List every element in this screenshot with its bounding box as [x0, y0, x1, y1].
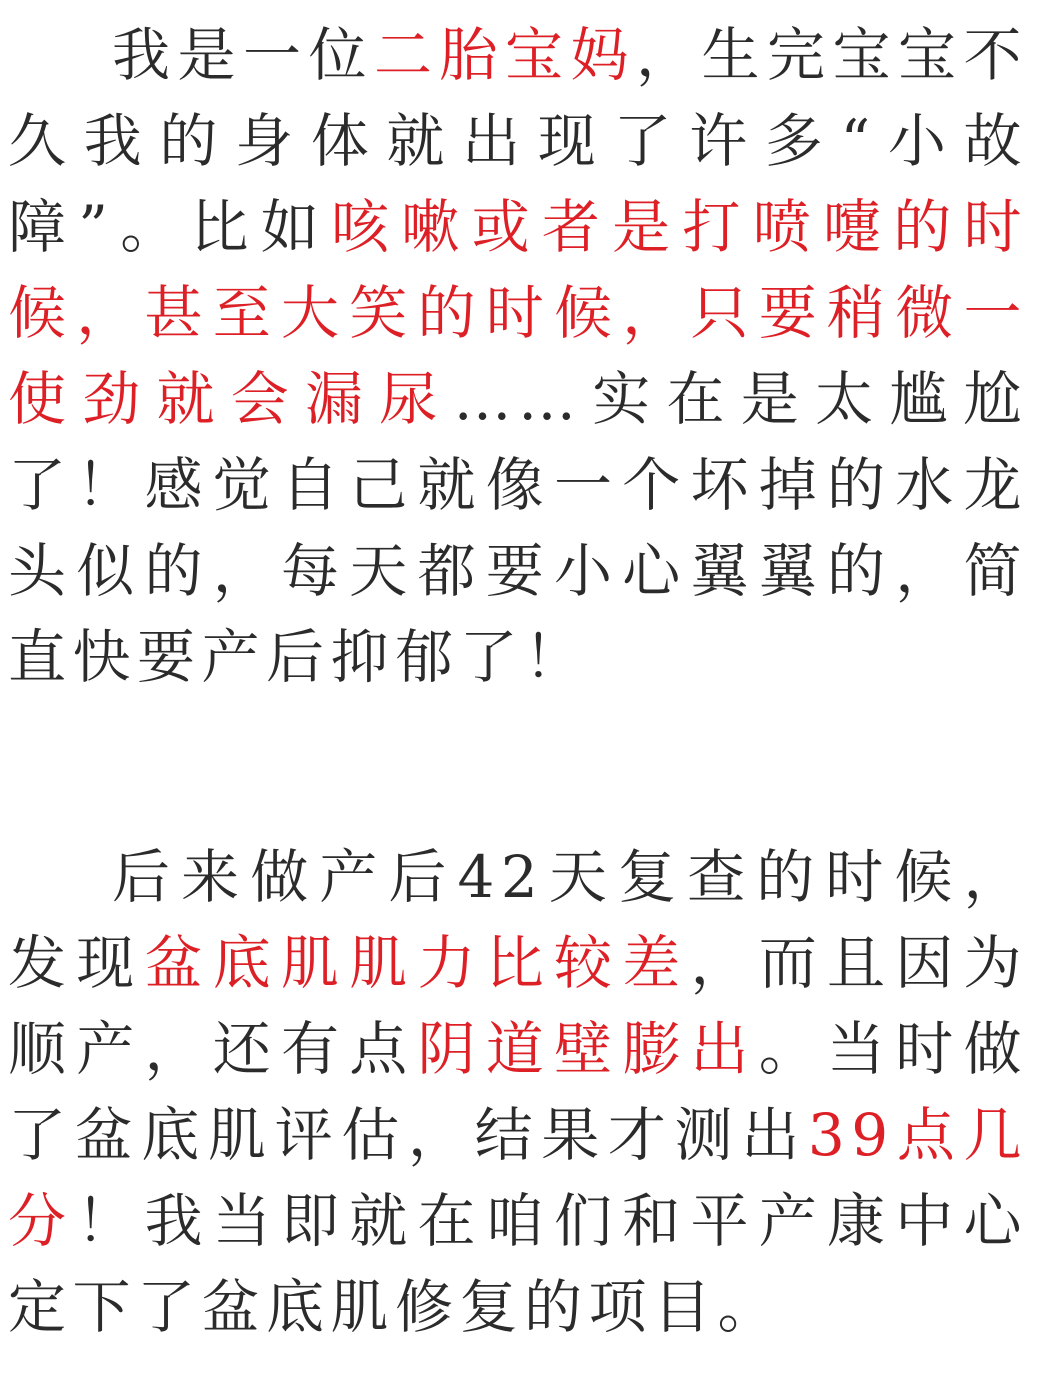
text-segment: ，生完宝宝不久我的身体就出现了许多“小故障”。比如: [8, 21, 1028, 261]
paragraph-1: [8, 12, 1028, 700]
highlighted-text-segment: 盆底肌肌力比较差: [144, 929, 691, 997]
text-segment: ，而且因为顺产，还有点: [8, 929, 1028, 1083]
highlighted-text-segment: 二胎宝妈: [374, 21, 636, 89]
text-segment: ！我当即就在咱们和平产康中心定下了盆底肌修复的项目。: [8, 1187, 1028, 1341]
highlighted-text-segment: 阴道壁膨出: [417, 1015, 759, 1083]
text-segment: 。当时做了盆底肌评估，结果才测出: [8, 1015, 1028, 1169]
text-segment: 我是一位: [112, 21, 374, 89]
highlighted-text-segment: 咳嗽或者是打喷嚏的时候，甚至大笑的时候，只要稍微一使劲就会漏尿: [8, 193, 1028, 433]
highlighted-text-segment: 39点几分: [8, 1101, 1028, 1255]
paragraph-2: [8, 834, 1028, 1350]
text-segment: ……实在是太尴尬了！感觉自己就像一个坏掉的水龙头似的，每天都要小心翼翼的，简直快要产后抑郁了！: [8, 365, 1028, 691]
text-segment: 后来做产后42天复查的时候，发现: [8, 843, 1028, 997]
